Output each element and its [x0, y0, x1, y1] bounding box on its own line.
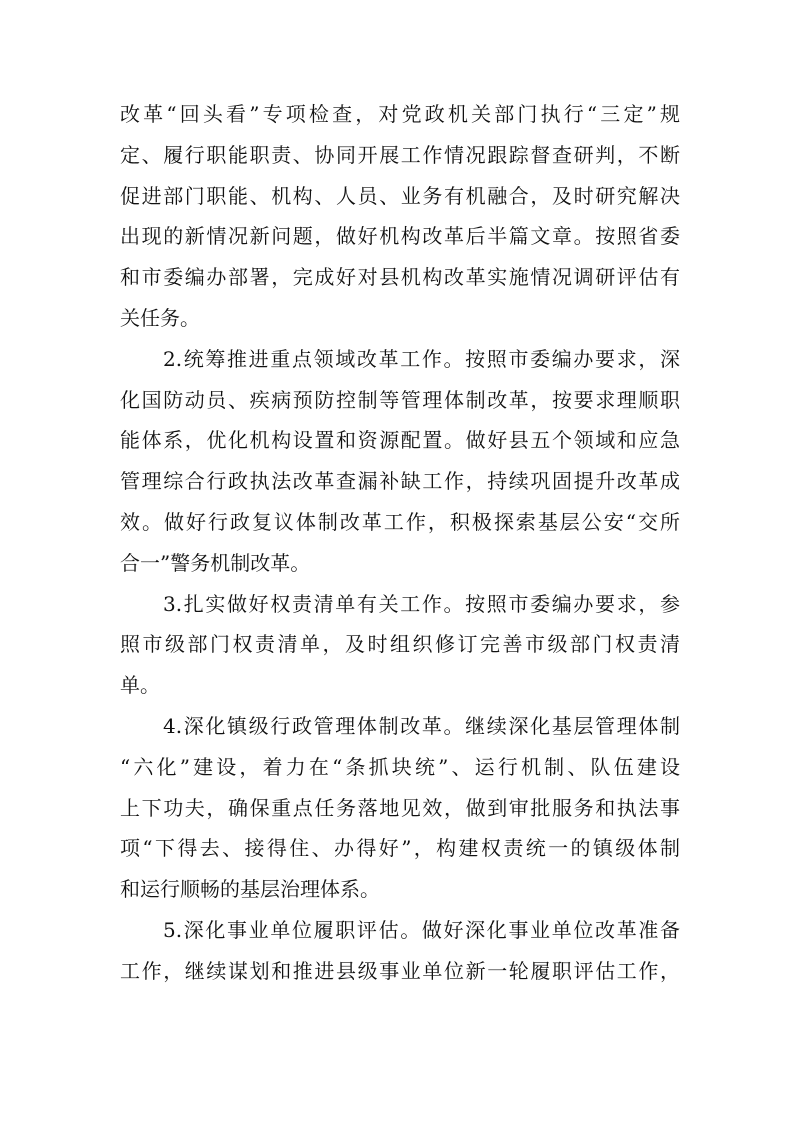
text-line: 管理综合行政执法改革查漏补缺工作，持续巩固提升改革成	[120, 469, 680, 494]
text-line: 改革“回头看”专项检查，对党政机关部门执行“三定”规	[120, 102, 680, 126]
document-body	[120, 94, 680, 992]
text-line: “六化”建设，着力在“条抓块统”、运行机制、队伍建设	[120, 754, 680, 779]
text-line-indented	[120, 339, 680, 380]
text-line: 和运行顺畅的基层治理体系。	[120, 877, 380, 902]
text-line: 定、履行职能职责、协同开展工作情况跟踪督查研判，不断	[120, 142, 680, 167]
text-line-content: 4.深化镇级行政管理体制改革。继续深化基层管理体制	[163, 713, 680, 738]
text-line: 上下功夫，确保重点任务落地见效，做到审批服务和执法事	[120, 795, 680, 820]
text-line: 工作，继续谋划和推进县级事业单位新一轮履职评估工作，	[120, 958, 680, 983]
text-line: 和市委编办部署，完成好对县机构改革实施情况调研评估有	[120, 265, 680, 290]
text-line: 促进部门职能、机构、人员、业务有机融合，及时研究解决	[120, 183, 680, 208]
paragraph-2	[120, 339, 680, 584]
text-line-indented	[120, 910, 680, 951]
text-line: 能体系，优化机构设置和资源配置。做好县五个领域和应急	[120, 428, 680, 453]
text-line: 单。	[120, 673, 160, 698]
text-line: 效。做好行政复议体制改革工作，积极探索基层公安“交所	[120, 509, 680, 534]
paragraph-4	[120, 706, 680, 910]
text-line: 项“下得去、接得住、办得好”，构建权责统一的镇级体制	[120, 836, 680, 861]
text-line: 照市级部门权责清单，及时组织修订完善市级部门权责清	[120, 632, 680, 657]
text-line-indented	[120, 706, 680, 747]
text-line-content: 2.统筹推进重点领域改革工作。按照市委编办要求，深	[163, 346, 680, 371]
text-line: 出现的新情况新问题，做好机构改革后半篇文章。按照省委	[120, 224, 680, 249]
text-line-content: 3.扎实做好权责清单有关工作。按照市委编办要求，参	[163, 591, 680, 616]
text-line: 化国防动员、疾病预防控制等管理体制改革，按要求理顺职	[120, 387, 680, 412]
text-line-indented	[120, 584, 680, 625]
paragraph-1	[120, 94, 680, 339]
text-line: 合一”警务机制改革。	[120, 550, 311, 575]
text-line-content: 5.深化事业单位履职评估。做好深化事业单位改革准备	[163, 917, 680, 942]
paragraph-3	[120, 584, 680, 706]
text-line: 关任务。	[120, 305, 200, 330]
paragraph-5	[120, 910, 680, 992]
